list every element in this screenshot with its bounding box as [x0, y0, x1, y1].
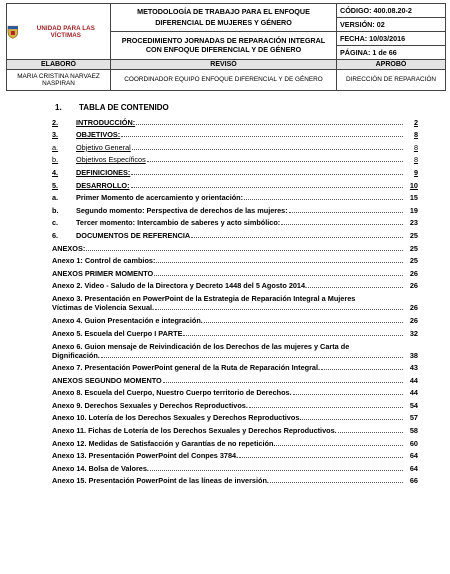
- toc-entry-page: 15: [409, 193, 418, 203]
- document-version: VERSIÓN: 02: [337, 18, 446, 32]
- toc-entry[interactable]: [52, 114, 418, 127]
- toc-entry-page: 58: [409, 426, 418, 436]
- toc-entry[interactable]: [52, 410, 418, 423]
- dot-leader: [131, 174, 403, 175]
- toc-entry-page: 2: [413, 117, 418, 127]
- toc-entry-number: 6.: [52, 230, 59, 240]
- toc-entry-page: 26: [409, 303, 418, 313]
- toc-heading-number: 1.: [55, 103, 62, 112]
- toc-entry-label: ANEXOS:: [52, 243, 86, 253]
- toc-entry-page: 60: [409, 438, 418, 448]
- toc-entry-page: 25: [409, 243, 418, 253]
- colombia-crest-icon: [7, 25, 19, 39]
- toc-entry[interactable]: [52, 385, 418, 398]
- document-page: PÁGINA: 1 de 66: [337, 46, 446, 60]
- toc-entry[interactable]: [52, 422, 418, 435]
- toc-entry[interactable]: [52, 278, 418, 291]
- toc-entry[interactable]: [52, 152, 418, 165]
- toc-entry-page: 64: [409, 463, 418, 473]
- toc-entry[interactable]: [52, 127, 418, 140]
- toc-entry-label: Anexo 10. Lotería de los Derechos Sexuales y Derechos Reproductivos.: [52, 413, 302, 423]
- toc-entry-page: 57: [409, 413, 418, 423]
- document-code: CÓDIGO: 400.08.20-2: [337, 4, 446, 18]
- toc-entry[interactable]: [52, 139, 418, 152]
- toc-entry-label: ANEXOS PRIMER MOMENTO: [52, 268, 154, 278]
- toc-entry-label: Anexo 8. Escuela del Cuerpo, Nuestro Cuerpo territorio de Derechos.: [52, 388, 292, 398]
- toc-entry[interactable]: [52, 312, 418, 325]
- toc-entry-page: 19: [409, 205, 418, 215]
- toc-entry-page: 43: [409, 363, 418, 373]
- toc-entry-line2: [52, 303, 418, 312]
- toc-entry-page: 8: [413, 130, 418, 140]
- toc-entry-label: Anexo 15. Presentación PowerPoint de las líneas de inversión.: [52, 476, 269, 486]
- toc-entry-label: Anexo 12. Medidas de Satisfacción y Garantías de no repetición.: [52, 438, 276, 448]
- toc-entry-label: DOCUMENTOS DE REFERENCIA: [76, 230, 191, 240]
- dot-leader: [293, 394, 403, 395]
- toc-heading: [52, 103, 418, 112]
- toc-entry[interactable]: [52, 265, 418, 278]
- dot-leader: [276, 445, 403, 446]
- toc-entry[interactable]: [52, 202, 418, 215]
- dot-leader: [244, 199, 403, 200]
- toc-entry-label: Anexo 5. Escuela del Cuerpo I PARTE: [52, 328, 183, 338]
- toc-entry[interactable]: [52, 448, 418, 461]
- toc-entry-label: Anexo 14. Bolsa de Valores.: [52, 463, 149, 473]
- toc-entry-page: 10: [409, 180, 418, 190]
- dot-leader: [249, 407, 403, 408]
- document-title: METODOLOGÍA DE TRABAJO PARA EL ENFOQUE DIFERENCIAL DE MUJERES Y GÉNERO: [111, 4, 337, 32]
- dot-leader: [338, 432, 403, 433]
- toc-entry-page: 25: [409, 230, 418, 240]
- toc-entry-page: 23: [409, 218, 418, 228]
- toc-entry-label: Anexo 2. Video - Saludo de la Directora y Decreto 1448 del 5 Agosto 2014.: [52, 281, 308, 291]
- toc-entry[interactable]: [52, 473, 418, 486]
- toc-entry-page: 25: [409, 256, 418, 266]
- dot-leader: [239, 457, 403, 458]
- toc-entry-page: 8: [413, 155, 418, 165]
- toc-entry[interactable]: [52, 177, 418, 190]
- toc-entry[interactable]: [52, 164, 418, 177]
- label-reviso: REVISÓ: [111, 60, 337, 70]
- dot-leader: [163, 382, 403, 383]
- toc-entry-page: 26: [409, 315, 418, 325]
- toc-entry-page: 26: [409, 281, 418, 291]
- toc-entry-label: Primer Momento de acercamiento y orientación:: [76, 193, 244, 203]
- toc-entry-number: b.: [52, 155, 59, 165]
- dot-leader: [147, 161, 403, 162]
- toc-entry-page: 44: [409, 375, 418, 385]
- dot-leader: [204, 322, 403, 323]
- value-reviso: COORDINADOR EQUIPO ENFOQUE DIFERENCIAL Y DE GÉNERO: [111, 70, 337, 91]
- toc-entry-label: INTRODUCCIÓN:: [76, 117, 136, 127]
- toc-entry-multiline: [52, 294, 418, 312]
- dot-leader: [131, 187, 403, 188]
- dot-leader: [281, 224, 403, 225]
- toc-entry-page: 44: [409, 388, 418, 398]
- label-aprobo: APROBÓ: [337, 60, 446, 70]
- toc-entry-multiline: [52, 342, 418, 360]
- toc-entry-label: DESARROLLO:: [76, 180, 130, 190]
- dot-leader: [154, 275, 403, 276]
- toc-entry[interactable]: [52, 215, 418, 228]
- toc-entry-label: Anexo 7. Presentación PowerPoint general de la Ruta de Reparación Integral.: [52, 363, 321, 373]
- toc-entry-page: 9: [413, 167, 418, 177]
- toc-entry[interactable]: [52, 240, 418, 253]
- toc-entry-label: DEFINICIONES:: [76, 167, 131, 177]
- dot-leader: [289, 212, 403, 213]
- toc-entry[interactable]: [52, 290, 418, 312]
- dot-leader: [136, 124, 403, 125]
- toc-entry-label: Anexo 9. Derechos Sexuales y Derechos Reproductivos.: [52, 400, 248, 410]
- toc-entry-label: Anexo 11. Fichas de Lotería de los Derechos Sexuales y Derechos Reproductivos.: [52, 426, 337, 436]
- toc-entry-number: 2.: [52, 117, 59, 127]
- toc-entry-number: b.: [52, 205, 59, 215]
- toc-entry[interactable]: [52, 190, 418, 203]
- dot-leader: [150, 470, 403, 471]
- dot-leader: [132, 149, 403, 150]
- toc-entry-page: 54: [409, 400, 418, 410]
- toc-entry-number: 3.: [52, 130, 59, 140]
- toc-entry-page: 64: [409, 451, 418, 461]
- dot-leader: [101, 357, 403, 358]
- toc-entry-label: Anexo 13. Presentación PowerPoint del Conpes 3784.: [52, 451, 239, 461]
- toc-entry-label: Anexo 1: Control de cambios:: [52, 256, 156, 266]
- dot-leader: [308, 287, 403, 288]
- toc-entry-label: Dignificación.: [52, 350, 100, 360]
- toc-entry-number: c.: [52, 218, 59, 228]
- toc-entry-number: 5.: [52, 180, 59, 190]
- toc-entry[interactable]: [52, 397, 418, 410]
- dot-leader: [191, 237, 403, 238]
- toc-entry-label: Objetivos Específicos: [76, 155, 146, 165]
- toc-entry-page: 66: [409, 476, 418, 486]
- toc-entry[interactable]: [52, 227, 418, 240]
- document-date: FECHA: 10/03/2016: [337, 32, 446, 46]
- toc-entry[interactable]: [52, 360, 418, 373]
- toc-entry-page: 32: [409, 328, 418, 338]
- toc-entry-page: 8: [413, 142, 418, 152]
- toc-entry-label: Anexo 4. Guion Presentación e integración.: [52, 315, 203, 325]
- toc-entry-label: OBJETIVOS:: [76, 130, 121, 140]
- document-header: [6, 3, 446, 91]
- toc-entry-label: ANEXOS SEGUNDO MOMENTO: [52, 375, 162, 385]
- value-aprobo: DIRECCIÓN DE REPARACIÓN: [337, 70, 446, 91]
- toc-heading-text: TABLA DE CONTENIDO: [79, 103, 169, 112]
- toc-entry[interactable]: [52, 325, 418, 338]
- toc-entry[interactable]: [52, 338, 418, 360]
- toc-entry-line2: [52, 351, 418, 360]
- table-of-contents: [52, 103, 418, 485]
- toc-entry-label-line1: Anexo 6. Guion mensaje de Reivindicación de los Derechos de las mujeres y Carta de: [52, 341, 350, 351]
- dot-leader: [183, 335, 403, 336]
- dot-leader: [121, 136, 403, 137]
- toc-entry-label: Víctimas de Violencia Sexual.: [52, 303, 155, 313]
- dot-leader: [156, 262, 403, 263]
- toc-entry-page: 38: [409, 350, 418, 360]
- toc-entry-number: a.: [52, 193, 59, 203]
- toc-entry-label: Segundo momento: Perspectiva de derechos de las mujeres:: [76, 205, 288, 215]
- document-subtitle: PROCEDIMIENTO JORNADAS DE REPARACIÓN INTEGRAL CON ENFOQUE DIFERENCIAL Y DE GÉNERO: [111, 32, 337, 60]
- toc-entry[interactable]: [52, 253, 418, 266]
- label-elaboro: ELABORÓ: [7, 60, 111, 70]
- dot-leader: [155, 309, 403, 310]
- toc-entry-number: 4.: [52, 167, 59, 177]
- toc-entry[interactable]: [52, 435, 418, 448]
- dot-leader: [86, 250, 403, 251]
- logo: [7, 4, 111, 60]
- toc-entry[interactable]: [52, 372, 418, 385]
- dot-leader: [302, 419, 403, 420]
- dot-leader: [270, 482, 403, 483]
- toc-entry-label: Objetivo General: [76, 142, 131, 152]
- toc-entry-number: a.: [52, 142, 59, 152]
- toc-entry-page: 26: [409, 268, 418, 278]
- toc-entry[interactable]: [52, 460, 418, 473]
- dot-leader: [321, 369, 403, 370]
- value-elaboro: MARIA CRISTINA NARVAEZ NASPIRAN: [7, 70, 111, 91]
- toc-entry-label: Tercer momento: Intercambio de saberes y acto simbólico:: [76, 218, 281, 228]
- toc-entry-label-line1: Anexo 3. Presentación en PowerPoint de la Estrategia de Reparación Integral a Mujeres: [52, 294, 356, 304]
- logo-text: UNIDAD PARA LAS VÍCTIMAS: [36, 24, 95, 39]
